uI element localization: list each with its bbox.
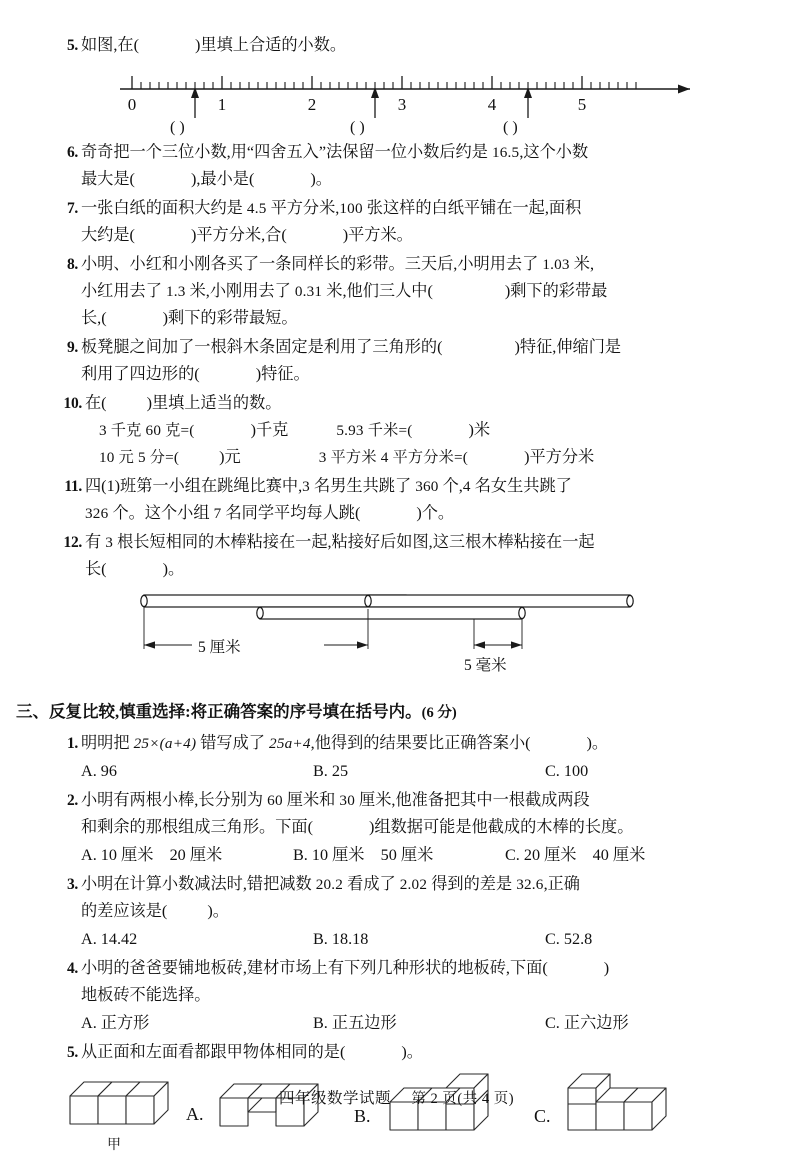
q11-l2c: )个。 <box>416 504 455 522</box>
tick-label-3: 3 <box>397 95 407 114</box>
q7-l2b: )平方分米,合( <box>190 226 287 244</box>
q6-l2c: )。 <box>310 170 332 188</box>
s3q3-n2: 2.02 <box>399 876 428 893</box>
q11-l1a: 四(1)班第一小组在跳绳比赛中, <box>85 477 303 495</box>
option-a[interactable]: A. 14.42 <box>81 930 138 948</box>
s3q4-c: 地板砖不能选择。 <box>81 986 211 1004</box>
question-number: 7. <box>66 200 78 217</box>
q9-l2a: 利用了四边形的( <box>81 365 200 383</box>
option-b[interactable]: B. 18.18 <box>313 930 369 948</box>
q10-l1a: 在( <box>85 394 107 412</box>
question-12 <box>52 529 752 583</box>
question-text <box>81 787 752 869</box>
q10-sub2-left: 10 元 5 分=( <box>99 449 180 466</box>
question-text <box>81 139 752 193</box>
option-b[interactable]: B. 10 厘米 50 厘米 <box>293 846 434 864</box>
s3q2-c: 厘米,他准备把其中一根截成两段 <box>355 791 590 809</box>
q7-n1: 4.5 <box>246 200 267 217</box>
q11-l1d: 名女生共跳了 <box>470 477 572 495</box>
question-9 <box>52 334 752 388</box>
cube-option-b-svg <box>382 1072 522 1144</box>
options-row <box>81 841 752 869</box>
dimension-label-mm: 5 毫米 <box>464 657 507 674</box>
q6-l2a: 最大是( <box>81 170 135 188</box>
options-row <box>81 757 777 785</box>
tick-label-5: 5 <box>577 95 587 114</box>
q8-l2c: 米,他们三人中( <box>322 282 433 300</box>
s3q2-b: 厘米和 <box>282 791 340 809</box>
question-text <box>81 1039 752 1066</box>
question-number: 8. <box>66 256 78 273</box>
question-7 <box>52 195 752 249</box>
s3q2-a: 小明有两根小棒,长分别为 <box>81 791 268 809</box>
option-c[interactable]: C. 52.8 <box>545 930 593 948</box>
number-line-blank-3[interactable]: ( ) <box>503 119 518 136</box>
q12-l1a: 有 <box>85 533 106 551</box>
s3q1-expr1: 25×(a+4) <box>133 735 197 752</box>
s3q1-d: )。 <box>586 734 609 752</box>
s3q3-e: 的差应该是( <box>81 902 168 920</box>
question-number: 5. <box>66 1044 78 1061</box>
cube-figure-option-c <box>560 1072 700 1149</box>
q11-l1c: 个, <box>438 477 463 495</box>
q6-value: 16.5 <box>491 144 520 161</box>
s3q3-d: ,正确 <box>543 875 580 893</box>
option-c[interactable]: C. 100 <box>545 762 589 780</box>
footer-title: 四年级数学试题 <box>278 1090 391 1107</box>
choice-question-3 <box>52 871 752 953</box>
option-b[interactable]: B. 正五边形 <box>313 1014 397 1032</box>
q8-n1: 1.03 <box>542 256 570 273</box>
q11-l1b: 名男生共跳了 <box>309 477 416 495</box>
q11-n4: 326 <box>85 505 109 522</box>
section-3-heading <box>16 697 752 728</box>
s3q3-n1: 20.2 <box>315 876 344 893</box>
q12-n1: 3 <box>105 534 114 551</box>
question-number: 1. <box>66 735 78 752</box>
tick-label-0: 0 <box>127 95 137 114</box>
question-text <box>81 871 777 953</box>
q8-l1b: 米, <box>569 255 595 273</box>
question-number: 4. <box>66 960 78 977</box>
q9-l2b: )特征。 <box>255 365 310 383</box>
option-b-label[interactable]: B. <box>354 1106 371 1126</box>
tick-label-4: 4 <box>487 95 497 114</box>
q7-l2a: 大约是( <box>81 226 135 244</box>
s3q2-n2: 30 <box>339 792 355 809</box>
question-number: 12. <box>63 534 82 551</box>
number-line-svg <box>52 63 712 137</box>
q12-l2a: 长( <box>85 560 107 578</box>
question-text <box>81 730 777 785</box>
s3q3-b: 看成了 <box>343 875 400 893</box>
option-c[interactable]: C. 20 厘米 40 厘米 <box>505 846 646 864</box>
q5-text-a: 如图,在( <box>81 36 139 54</box>
choice-question-1 <box>52 730 752 785</box>
q8-l2a: 小红用去了 <box>81 282 166 300</box>
choice-question-2 <box>52 787 752 869</box>
page-footer <box>0 1086 793 1108</box>
question-6 <box>52 139 752 193</box>
q11-n3: 4 <box>462 478 471 495</box>
q9-l1a: 板凳腿之间加了一根斜木条固定是利用了三角形的( <box>81 338 443 356</box>
question-number: 11. <box>64 478 82 495</box>
s3q2-e: )组数据可能是他截成的木棒的长度。 <box>369 818 634 836</box>
question-5 <box>52 32 752 59</box>
q6-l1a: 奇奇把一个三位小数,用“四舍五入”法保留一位小数后约是 <box>81 143 492 161</box>
q10-sub1-right: )千克 <box>250 421 289 439</box>
question-number: 3. <box>66 876 78 893</box>
section-3-title: 三、反复比较,慎重选择:将正确答案的序号填在括号内。 <box>16 702 422 721</box>
option-c-label[interactable]: C. <box>534 1106 551 1126</box>
q12-l1b: 根长短相同的木棒粘接在一起,粘接好后如图,这三根木棒粘接在一起 <box>113 533 595 551</box>
q8-l2d: )剩下的彩带最 <box>504 282 608 300</box>
question-text <box>85 390 752 471</box>
q11-n2: 360 <box>415 478 439 495</box>
tick-label-1: 1 <box>217 95 227 114</box>
q10-sub2-left2: 3 平方米 4 平方分米=( <box>318 449 469 466</box>
s3q3-n3: 32.6 <box>516 876 544 893</box>
question-number: 2. <box>66 792 78 809</box>
exam-content <box>16 32 752 1158</box>
q8-l3a: 长,( <box>81 309 107 327</box>
s3q4-a: 小明的爸爸要铺地板砖,建材市场上有下列几种形状的地板砖,下面( <box>81 959 548 977</box>
q10-sub2-right2: )平方分米 <box>524 448 595 466</box>
question-11 <box>52 473 752 527</box>
options-row <box>81 1009 777 1037</box>
q11-n5: 7 <box>213 505 222 522</box>
option-c[interactable]: C. 正六边形 <box>545 1014 629 1032</box>
s3q4-b: ) <box>603 959 610 977</box>
q6-l2b: ),最小是( <box>190 170 255 188</box>
s3q1-expr2: 25a+4 <box>269 735 311 752</box>
q7-l1c: 张这样的白纸平铺在一起,面积 <box>362 199 582 217</box>
q11-l2b: 名同学平均每人跳( <box>221 504 361 522</box>
q11-l2a: 个。这个小组 <box>108 504 214 522</box>
option-a-label[interactable]: A. <box>186 1104 204 1124</box>
question-10 <box>52 390 752 471</box>
question-text <box>81 32 752 59</box>
section-3-points: (6 分) <box>421 705 457 721</box>
question-text <box>81 334 752 388</box>
q5-text-b: )里填上合适的小数。 <box>195 36 347 54</box>
dimension-label-cm: 5 厘米 <box>198 639 241 656</box>
cube-reference-caption: 甲 <box>107 1138 121 1153</box>
cube-option-c-svg <box>560 1072 700 1144</box>
q10-sub1-left: 3 千克 60 克=( <box>99 422 195 439</box>
question-number: 9. <box>66 339 78 356</box>
stick-figure <box>52 587 752 683</box>
q8-l1a: 小明、小红和小刚各买了一条同样长的彩带。三天后,小明用去了 <box>81 255 543 273</box>
option-a[interactable]: A. 正方形 <box>81 1014 150 1032</box>
q7-l2c: )平方米。 <box>342 226 413 244</box>
s3q5-b: )。 <box>401 1043 423 1061</box>
cube-figures <box>52 1070 752 1158</box>
number-line-blank-2[interactable]: ( ) <box>350 119 365 136</box>
choice-question-5 <box>52 1039 752 1066</box>
question-text <box>85 529 752 583</box>
q10-sub1-left2: 5.93 千米=( <box>336 422 413 439</box>
cube-figure-option-b <box>382 1072 522 1149</box>
q10-sub2-right: )元 <box>219 448 241 466</box>
option-a[interactable]: A. 10 厘米 20 厘米 <box>81 846 223 864</box>
question-number: 6. <box>66 144 78 161</box>
s3q3-f: )。 <box>207 902 229 920</box>
s3q1-a: 明明把 <box>81 734 134 752</box>
question-text <box>81 195 752 249</box>
q9-l1b: )特征,伸缩门是 <box>514 338 622 356</box>
question-8 <box>52 251 752 332</box>
q10-sub1-right2: )米 <box>468 421 491 439</box>
q11-n1: 3 <box>302 478 310 495</box>
s3q2-d: 和剩余的那根组成三角形。下面( <box>81 818 314 836</box>
q7-l1b: 平方分米, <box>266 199 340 217</box>
question-text <box>81 955 777 1037</box>
q7-n2: 100 <box>339 200 363 217</box>
number-line-blank-1[interactable]: ( ) <box>170 119 185 136</box>
s3q2-n1: 60 <box>267 792 283 809</box>
q7-l1a: 一张白纸的面积大约是 <box>81 199 247 217</box>
stick-figure-svg <box>52 587 672 683</box>
s3q1-b: 错写成了 <box>196 734 270 752</box>
q6-l1b: ,这个小数 <box>519 143 589 161</box>
question-text <box>85 473 752 527</box>
question-number: 5. <box>66 37 78 54</box>
s3q5-a: 从正面和左面看都跟甲物体相同的是( <box>81 1043 346 1061</box>
question-text <box>81 251 752 332</box>
q10-l1b: )里填上适当的数。 <box>146 394 282 412</box>
s3q3-a: 小明在计算小数减法时,错把减数 <box>81 875 316 893</box>
footer-page-number: 第 2 页(共 4 页) <box>411 1091 515 1107</box>
number-line-figure <box>52 63 752 137</box>
option-b[interactable]: B. 25 <box>313 762 349 780</box>
q8-n3: 0.31 <box>294 283 323 300</box>
question-number: 10. <box>63 395 82 412</box>
q8-l3b: )剩下的彩带最短。 <box>162 309 298 327</box>
q8-n2: 1.3 <box>165 283 186 300</box>
s3q3-c: 得到的差是 <box>427 875 517 893</box>
s3q1-c: ,他得到的结果要比正确答案小( <box>310 734 531 752</box>
choice-question-4 <box>52 955 752 1037</box>
tick-label-2: 2 <box>307 95 317 114</box>
options-row <box>81 925 777 953</box>
option-a[interactable]: A. 96 <box>81 762 117 780</box>
q8-l2b: 米,小刚用去了 <box>185 282 295 300</box>
q12-l2b: )。 <box>162 560 185 578</box>
